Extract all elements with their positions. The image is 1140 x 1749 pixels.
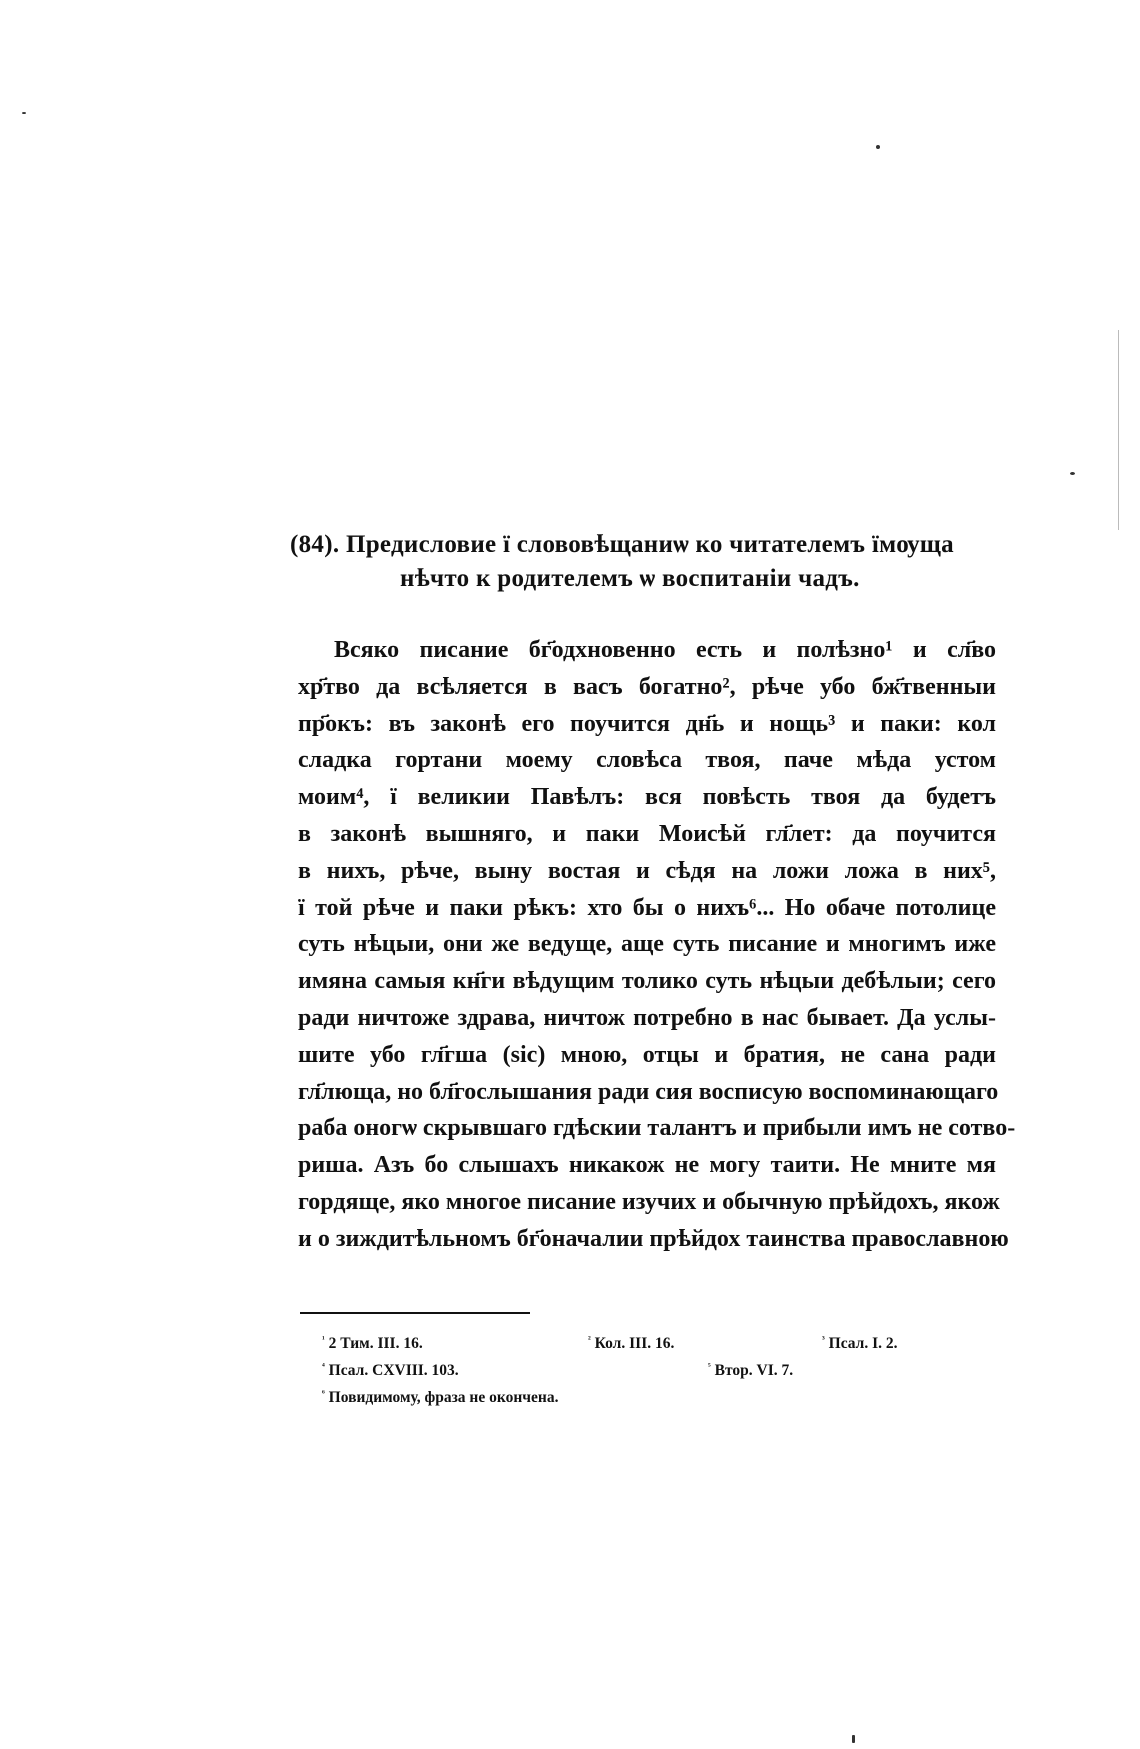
- body-line: пр҃окъ: въ законѣ его поучится дн҃ь и нощь³ и паки: кол: [298, 710, 996, 737]
- title-line-2: нѣчто к родителемъ ѡ воспитанiи чадъ.: [400, 565, 860, 592]
- scan-speck: [1070, 472, 1075, 475]
- scan-edge-line: [1118, 330, 1119, 530]
- body-line: ради ничтоже здрава, ничтож потребно в нас бывает. Да услы-: [298, 1004, 996, 1031]
- body-line: раба оногѡ скрывшаго гдѣскии талантъ и прибыли имъ не сотво-: [298, 1115, 1016, 1142]
- scan-speck: [876, 145, 880, 149]
- footnote-row: [322, 1330, 972, 1357]
- footnote-1: $^{^1}$ 2 Тим. III. 16.: [322, 1334, 423, 1352]
- body-line: в законѣ вышняго, и паки Моисѣй гл҃лет: да поучится: [298, 820, 996, 847]
- body-line: сладка гортани моему словѣса твоя, паче мѣда устом: [298, 747, 996, 774]
- scan-speck: [852, 1735, 855, 1743]
- body-line: Всяко писание бг҃одхновенно есть и полѣзно¹ и сл҃во: [334, 637, 996, 663]
- footnote-row: [322, 1384, 972, 1411]
- body-line: в нихъ, рѣче, выну востая и сѣдя на ложи ложа в них⁵,: [298, 857, 996, 884]
- body-paragraph: [298, 632, 1016, 1258]
- body-line: хр҃тво да всѣляется в васъ богатно², рѣче убо бж҃твенныи: [298, 673, 996, 700]
- body-line: ї той рѣче и паки рѣкъ: хто бы о нихъ⁶... Но обаче потолице: [298, 894, 996, 921]
- section-title: [290, 528, 1010, 596]
- body-line: гл҃люща, но бл҃гослышания ради сия восписую воспоминающаго: [298, 1078, 999, 1105]
- body-line: суть нѣцыи, они же ведуще, аще суть писание и многимъ иже: [298, 931, 996, 958]
- title-line-1: (84). Предисловие ї слововѣщаниѡ ко читателемъ їмѹща: [290, 531, 954, 558]
- footnote-divider: [300, 1312, 530, 1314]
- body-line: и о зиждитѣльномъ бг҃оначалии прѣйдох таинства православною: [298, 1225, 1009, 1252]
- body-line: риша. Азъ бо слышахъ никакож не могу таити. Не мните мя: [298, 1152, 996, 1179]
- body-line: моим⁴, ї великии Павѣлъ: вся повѣсть твоя да будетъ: [298, 784, 996, 811]
- scan-speck: [22, 112, 26, 114]
- footnote-3: $^{^3}$ Псал. I. 2.: [822, 1334, 898, 1352]
- footnote-2: $^{^2}$ Кол. III. 16.: [588, 1334, 675, 1352]
- footnote-5: $^{^5}$ Втор. VI. 7.: [708, 1361, 794, 1379]
- footnotes: [322, 1330, 972, 1411]
- body-line: гордяще, яко многое писание изучих и обычную прѣйдохъ, якож: [298, 1188, 1000, 1215]
- footnote-row: [322, 1357, 972, 1384]
- footnote-4: $^{^4}$ Псал. CXVIII. 103.: [322, 1361, 459, 1379]
- body-line: шите убо гл҃гша (sic) мною, отцы и братия, не сана ради: [298, 1041, 996, 1068]
- footnote-6: $^{^6}$ Повидимому, фраза не окончена.: [322, 1388, 559, 1406]
- body-line: имяна самыя кн҃ги вѣдущим толико суть нѣцыи дебѣлыи; сего: [298, 968, 996, 995]
